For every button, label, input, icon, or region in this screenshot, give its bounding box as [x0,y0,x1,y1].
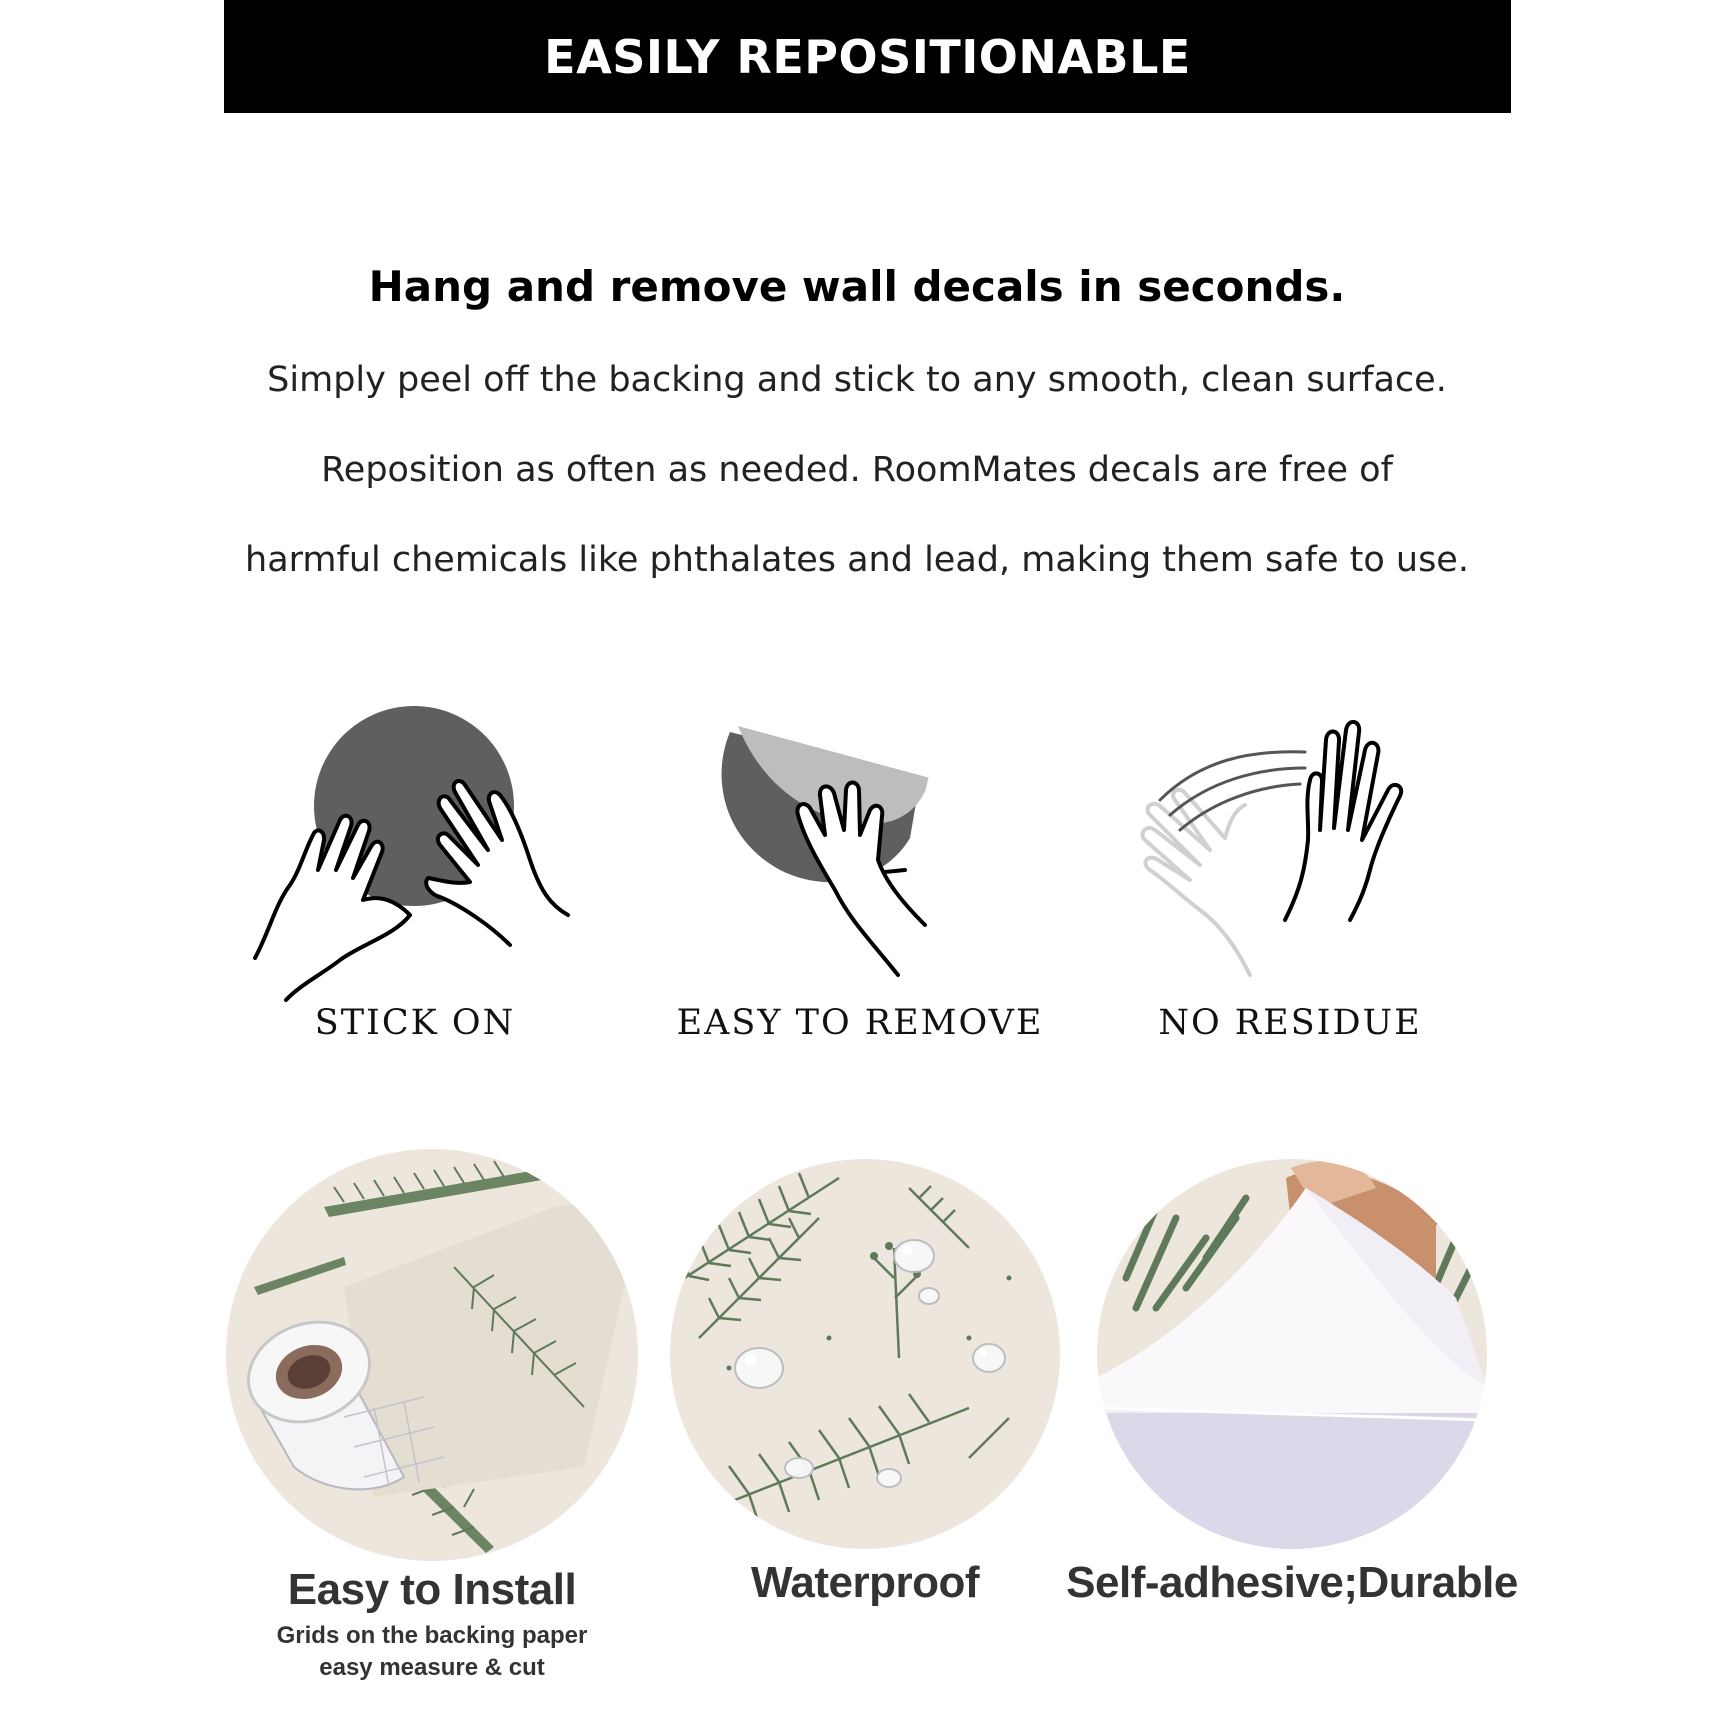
headline: Hang and remove wall decals in seconds. [368,262,1346,311]
feature-title-easy-to-install: Easy to Install [287,1565,577,1614]
feature-subtitle-line-1: Grids on the backing paper [276,1622,588,1649]
header-banner [224,0,1511,113]
intro-line-3: harmful chemicals like phthalates and lead, making them safe to use. [245,540,1469,580]
intro-line-2: Reposition as often as needed. RoomMates decals are free of [321,450,1393,490]
peeling-backing-paper-photo [1096,1158,1488,1550]
hand-peeling-circle-icon [720,720,960,980]
step-label-no-residue: NO RESIDUE [1158,1003,1422,1043]
intro-line-1: Simply peel off the backing and stick to any smooth, clean surface. [267,360,1447,400]
feature-title-self-adhesive-durable: Self-adhesive;Durable [1066,1558,1518,1607]
step-label-easy-to-remove: EASY TO REMOVE [676,1003,1044,1043]
water-droplets-on-fern-wallpaper-photo [669,1158,1061,1550]
hands-pressing-circle-icon [250,700,580,1010]
banner-title: EASILY REPOSITIONABLE [544,29,1191,84]
hand-waving-icon [1120,720,1420,985]
feature-subtitle-line-2: easy measure & cut [319,1654,545,1681]
feature-title-waterproof: Waterproof [750,1558,980,1607]
fern-wallpaper-roll-photo [224,1147,640,1563]
step-label-stick-on: STICK ON [314,1003,516,1043]
